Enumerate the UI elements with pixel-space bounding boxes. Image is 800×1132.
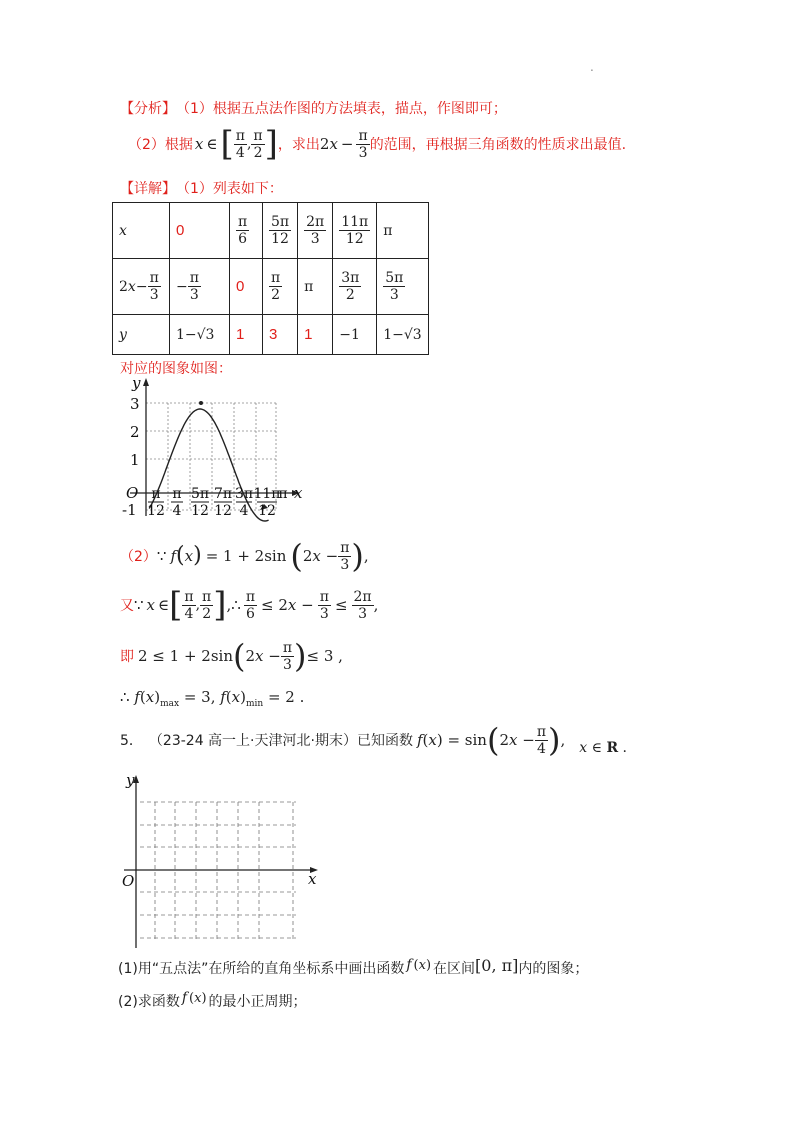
part2-prefix-2: 又 [120, 598, 134, 614]
table-cell: 1 [230, 315, 263, 355]
table-cell: y [113, 315, 170, 355]
x-tick-num: π [172, 486, 182, 502]
table-cell: 0 [230, 259, 263, 315]
detail-tag: 【详解】 [120, 181, 176, 197]
x-tick-den: 12 [214, 503, 232, 519]
neg-tick-label: -1 [122, 501, 137, 519]
peak-point [199, 401, 203, 405]
pi-label: π [278, 486, 288, 502]
grid-lines [140, 802, 296, 940]
table-cell: $\frac{\pi}{6}$ [230, 203, 263, 259]
y-tick-label: 2 [130, 423, 140, 441]
table-cell: π [298, 259, 333, 315]
table-cell: $\frac{3\pi}{2}$ [333, 259, 377, 315]
q5-sub1: (1)用“五点法”在所给的直角坐标系中画出函数 f (x) 在区间 [0, π] 内的图象； [118, 955, 589, 977]
x-tick-den: 4 [239, 503, 249, 519]
q5-sub2-b: 的最小正周期； [208, 994, 307, 1010]
q5-number: 5． [120, 733, 143, 749]
x-tick-den: 12 [191, 503, 209, 519]
table-row-x [113, 203, 429, 259]
x-tick-den: 4 [172, 503, 182, 519]
y-tick-label: 1 [130, 451, 140, 469]
q5-sub1-c: 内的图象； [518, 961, 589, 977]
x-tick-num: 11π [253, 486, 281, 502]
table-cell: π [377, 203, 428, 259]
table-cell: 1−√3 [377, 315, 428, 355]
analysis-tag: 【分析】 [120, 101, 176, 117]
sine-graph [118, 376, 318, 522]
table-cell: − $\frac{\pi}{3}$ [170, 259, 230, 315]
x-tick-den: 12 [147, 503, 165, 519]
q5-line: 5． （23-24 高一上·天津河北·期末）已知函数 f (x) = sin ( 2x − $\frac{\pi}{4}$ ) , x ∈ R . [120, 721, 627, 759]
table-cell: 3 [263, 315, 298, 355]
y-axis-label: y [126, 771, 135, 789]
q5-cond: x ∈ R . [579, 740, 627, 756]
x-tick-labels [147, 486, 288, 519]
analysis-p2-a: （2）根据 [128, 137, 193, 153]
table-cell: x [113, 203, 170, 259]
empty-grid [118, 770, 328, 950]
table-cell: 0 [170, 203, 230, 259]
q5-sub1-b: 在区间 [433, 961, 476, 977]
origin-label: O [126, 484, 139, 502]
part2-line-4: ∴ $f(x)_{max} = 3$, $f(x)_{min} = 2$ . [120, 687, 305, 709]
part2-line-3: 即 2 ≤ 1 + 2sin ( 2x − $\frac{\pi}{3}$ ) ≤ 3 , [120, 637, 343, 675]
table-cell: $\frac{\pi}{2}$ [263, 259, 298, 315]
q5-source: （23-24 高一上·天津河北·期末）已知函数 [148, 733, 413, 749]
x-axis-label: x [294, 484, 303, 502]
table-row-y [113, 315, 429, 355]
y-tick-label: 3 [130, 395, 140, 413]
origin-label: O [122, 872, 135, 890]
analysis-p1: （1）根据五点法作图的方法填表，描点，作图即可； [176, 101, 507, 117]
x-axis-label: x [308, 870, 317, 888]
detail-line [120, 178, 283, 198]
part2-prefix-3: 即 [120, 649, 134, 665]
analysis-p2-b: ，求出 [277, 137, 320, 153]
q5-sub1-a: (1)用“五点法”在所给的直角坐标系中画出函数 [118, 961, 405, 977]
analysis-line-1 [120, 98, 507, 118]
graph-caption: 对应的图象如图： [120, 361, 232, 377]
analysis-line-2: （2）根据 x ∈ [ $\frac{\pi}{4}$ , $\frac{\pi}{2}$ ] ，求出 2 x − $\frac{\pi}{3}$ 的范围，再根据三角函数的性质求出最值. [128, 124, 627, 164]
table-cell: $\frac{5\pi}{12}$ [263, 203, 298, 259]
x-tick-num: π [151, 486, 161, 502]
table-cell: $\frac{5\pi}{3}$ [377, 259, 428, 315]
table-cell: $\frac{11\pi}{12}$ [333, 203, 377, 259]
x-tick-num: 3π [234, 486, 254, 502]
part2-prefix: （2） [120, 549, 157, 565]
header-mark: . [590, 60, 594, 74]
part2-line-2: 又 ∵ x ∈ [ $\frac{\pi}{4}$ , $\frac{\pi}{2}$ ] ,∴ $\frac{\pi}{6}$ ≤ 2x − $\frac{\pi}{3}$ ≤ $\frac{2\pi}{3}$ , [120, 585, 379, 625]
q5-sub2: (2)求函数 f (x) 的最小正周期； [118, 990, 307, 1010]
detail-intro: （1）列表如下： [176, 181, 283, 197]
analysis-p2-c: 的范围，再根据三角函数的性质求出最值. [369, 137, 627, 153]
table-cell: $\frac{2\pi}{3}$ [298, 203, 333, 259]
table-cell: 1 [298, 315, 333, 355]
table-cell: −1 [333, 315, 377, 355]
x-tick-num: 5π [190, 486, 210, 502]
x-tick-den: 12 [258, 503, 276, 519]
table-row-u [113, 259, 429, 315]
y-arrow-icon [143, 378, 149, 386]
x-tick-num: 7π [213, 486, 233, 502]
q5-sub2-a: (2)求函数 [118, 994, 180, 1010]
part2-line-1: （2） ∵ f ( x ) = 1 + 2sin ( 2x − $\frac{\pi}{3}$ ) , [120, 537, 369, 575]
y-axis-label: y [132, 376, 141, 392]
table-cell: 1−√3 [170, 315, 230, 355]
table-cell: 2x− $\frac{\pi}{3}$ [113, 259, 170, 315]
value-table [112, 202, 429, 355]
